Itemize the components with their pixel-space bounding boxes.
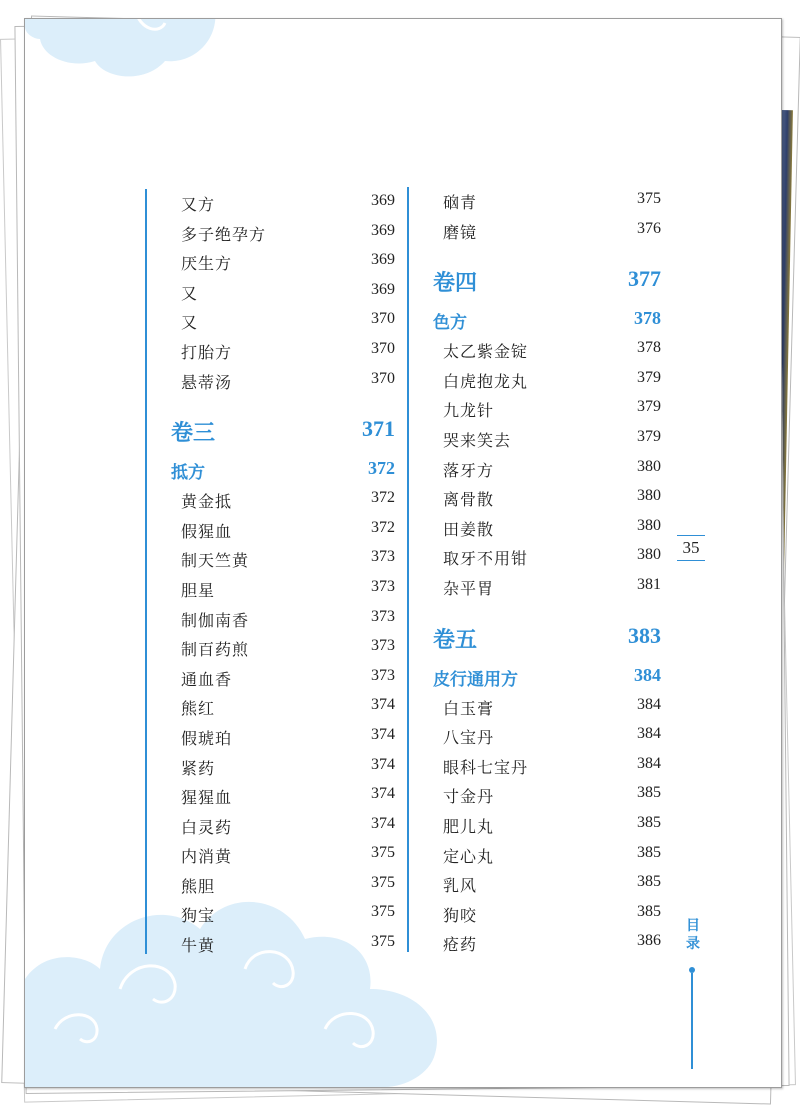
toc-entry[interactable] [147, 664, 395, 694]
entry-page: 369 [371, 192, 395, 209]
entry-name: 制伽南香 [181, 610, 250, 630]
entry-name: 制百药煎 [181, 640, 250, 660]
entry-name: 太乙紫金锭 [443, 342, 529, 362]
toc-entry[interactable] [409, 455, 661, 485]
entry-page: 374 [371, 696, 395, 714]
volume-page: 383 [628, 622, 661, 648]
toc-entry[interactable] [409, 573, 661, 603]
page-number-rule-top [677, 535, 705, 536]
entry-page: 376 [637, 219, 661, 237]
entry-page: 384 [637, 695, 661, 713]
entry-page: 379 [637, 368, 661, 386]
toc-entry[interactable] [409, 366, 661, 396]
toc-entry[interactable] [147, 575, 395, 605]
entry-page: 375 [637, 190, 661, 207]
toc-entry[interactable] [409, 693, 661, 723]
entry-name: 磨镜 [443, 222, 478, 242]
entry-name: 假琥珀 [181, 728, 233, 748]
entry-page: 369 [371, 221, 395, 239]
entry-page: 374 [371, 755, 395, 773]
entry-name: 定心丸 [443, 846, 495, 866]
section-page: 378 [634, 308, 661, 329]
entry-name: 白玉膏 [443, 698, 495, 718]
toc-entry[interactable] [147, 486, 395, 516]
entry-page: 372 [371, 489, 395, 507]
side-tab-char: 目 [686, 918, 700, 934]
left-top-entries [147, 189, 395, 396]
side-tab-line [691, 973, 693, 1069]
entry-name: 田姜散 [443, 519, 495, 539]
toc-entry[interactable] [147, 753, 395, 783]
section-title: 抵方 [171, 463, 205, 484]
entry-name: 熊胆 [181, 876, 216, 896]
toc-entry[interactable] [147, 900, 395, 930]
entry-name: 熊红 [181, 699, 216, 719]
toc-entry[interactable] [147, 634, 395, 664]
entry-page: 369 [371, 251, 395, 269]
volume-page: 371 [362, 416, 395, 442]
toc-entry[interactable] [409, 217, 661, 247]
section-heading[interactable] [147, 456, 395, 486]
entry-name: 落牙方 [443, 460, 495, 480]
entry-page: 385 [637, 902, 661, 920]
entry-name: 眼科七宝丹 [443, 757, 529, 777]
toc-entry[interactable] [147, 930, 395, 960]
volume-title: 卷三 [171, 420, 216, 447]
entry-page: 381 [637, 575, 661, 593]
entry-name: 寸金丹 [443, 787, 495, 807]
entry-name: 多子绝孕方 [181, 224, 267, 244]
entry-name: 疮药 [443, 935, 478, 955]
toc-left-column [145, 189, 395, 954]
toc-entry[interactable] [409, 722, 661, 752]
entry-name: 内消黄 [181, 847, 233, 867]
toc-entry[interactable] [409, 811, 661, 841]
entry-name: 厌生方 [181, 254, 233, 274]
entry-name: 乳风 [443, 876, 478, 896]
entry-page: 373 [371, 666, 395, 684]
entry-page: 375 [371, 903, 395, 921]
entry-page: 375 [371, 933, 395, 951]
toc-entry[interactable] [147, 693, 395, 723]
section-title: 皮行通用方 [433, 669, 518, 690]
entry-name: 胆星 [181, 580, 216, 600]
toc-entry[interactable] [147, 367, 395, 397]
entry-page: 384 [637, 754, 661, 772]
entry-name: 白虎抱龙丸 [443, 371, 529, 391]
toc-entry[interactable] [409, 543, 661, 573]
entry-page: 369 [371, 280, 395, 298]
volume-heading[interactable] [147, 406, 395, 456]
entry-page: 373 [371, 548, 395, 566]
toc-entry[interactable] [147, 516, 395, 546]
right-mid-entries [409, 336, 661, 602]
toc-entry[interactable] [147, 871, 395, 901]
entry-name: 取牙不用钳 [443, 549, 529, 569]
entry-name: 哭来笑去 [443, 430, 512, 450]
toc-entry[interactable] [147, 782, 395, 812]
toc-entry[interactable] [147, 248, 395, 278]
entry-page: 378 [637, 339, 661, 357]
entry-name: 又方 [181, 195, 216, 214]
toc-entry[interactable] [147, 278, 395, 308]
page-number [677, 533, 705, 563]
entry-page: 380 [637, 516, 661, 534]
toc-entry[interactable] [147, 545, 395, 575]
toc-entry[interactable] [409, 514, 661, 544]
entry-name: 打胎方 [181, 342, 233, 362]
entry-page: 373 [371, 637, 395, 655]
toc-entry[interactable] [147, 841, 395, 871]
entry-page: 385 [637, 873, 661, 891]
toc-entry[interactable] [409, 484, 661, 514]
entry-name: 狗宝 [181, 906, 216, 926]
entry-name: 又 [181, 313, 199, 333]
left-bottom-entries [147, 486, 395, 960]
entry-page: 379 [637, 398, 661, 416]
entry-page: 380 [637, 457, 661, 475]
entry-page: 385 [637, 843, 661, 861]
section-heading[interactable] [409, 306, 661, 336]
toc-entry[interactable] [147, 219, 395, 249]
page-number-rule-bottom [677, 560, 705, 561]
entry-name: 白灵药 [181, 817, 233, 837]
entry-name: 又 [181, 283, 199, 303]
toc-entry[interactable] [147, 189, 395, 219]
entry-page: 380 [637, 487, 661, 505]
side-tab-char: 录 [686, 936, 700, 952]
entry-page: 373 [371, 607, 395, 625]
entry-page: 374 [371, 785, 395, 803]
volume-heading[interactable] [409, 256, 661, 306]
entry-page: 370 [371, 310, 395, 328]
entry-name: 离骨散 [443, 490, 495, 510]
entry-name: 狗咬 [443, 905, 478, 925]
toc-entry[interactable] [147, 605, 395, 635]
section-title: 色方 [433, 313, 467, 334]
entry-page: 370 [371, 339, 395, 357]
entry-page: 375 [371, 844, 395, 862]
toc-entry[interactable] [409, 781, 661, 811]
entry-name: 杂平胃 [443, 578, 495, 598]
side-tab-label [683, 917, 703, 953]
toc-entry[interactable] [409, 841, 661, 871]
volume-heading[interactable] [409, 613, 661, 663]
toc-entry[interactable] [409, 425, 661, 455]
entry-page: 370 [371, 369, 395, 387]
toc-entry[interactable] [409, 752, 661, 782]
entry-page: 385 [637, 784, 661, 802]
entry-name: 黄金抵 [181, 492, 233, 512]
entry-page: 385 [637, 813, 661, 831]
entry-name: 制天竺黄 [181, 551, 250, 571]
volume-title: 卷五 [433, 626, 478, 653]
toc-page [24, 18, 782, 1088]
entry-name: 悬蒂汤 [181, 372, 233, 392]
toc-entry[interactable] [409, 929, 661, 959]
toc-entry[interactable] [147, 337, 395, 367]
toc-entry[interactable] [409, 395, 661, 425]
entry-page: 386 [637, 932, 661, 950]
entry-page: 374 [371, 814, 395, 832]
entry-name: 通血香 [181, 669, 233, 689]
entry-name: 硇青 [443, 193, 478, 212]
entry-name: 紧药 [181, 758, 216, 778]
section-page: 372 [368, 458, 395, 479]
toc-entry[interactable] [409, 870, 661, 900]
volume-title: 卷四 [433, 270, 478, 297]
toc-entry[interactable] [147, 812, 395, 842]
volume-page: 377 [628, 266, 661, 292]
entry-name: 猩猩血 [181, 788, 233, 808]
toc-entry[interactable] [409, 336, 661, 366]
toc-entry[interactable] [147, 723, 395, 753]
entry-page: 373 [371, 577, 395, 595]
toc-entry[interactable] [147, 307, 395, 337]
entry-page: 384 [637, 725, 661, 743]
toc-entry[interactable] [409, 187, 661, 217]
right-top-entries [409, 187, 661, 246]
entry-name: 牛黄 [181, 936, 216, 956]
entry-page: 375 [371, 873, 395, 891]
entry-page: 372 [371, 518, 395, 536]
cloud-top-decoration [25, 18, 225, 89]
section-page: 384 [634, 664, 661, 685]
entry-page: 379 [637, 427, 661, 445]
toc-entry[interactable] [409, 900, 661, 930]
page-number-value: 35 [682, 538, 700, 557]
right-bottom-entries [409, 693, 661, 959]
entry-name: 九龙针 [443, 401, 495, 421]
entry-page: 380 [637, 546, 661, 564]
entry-name: 肥儿丸 [443, 816, 495, 836]
entry-page: 374 [371, 725, 395, 743]
toc-right-column [407, 187, 661, 955]
entry-name: 假猩血 [181, 521, 233, 541]
entry-name: 八宝丹 [443, 728, 495, 748]
section-heading[interactable] [409, 663, 661, 693]
